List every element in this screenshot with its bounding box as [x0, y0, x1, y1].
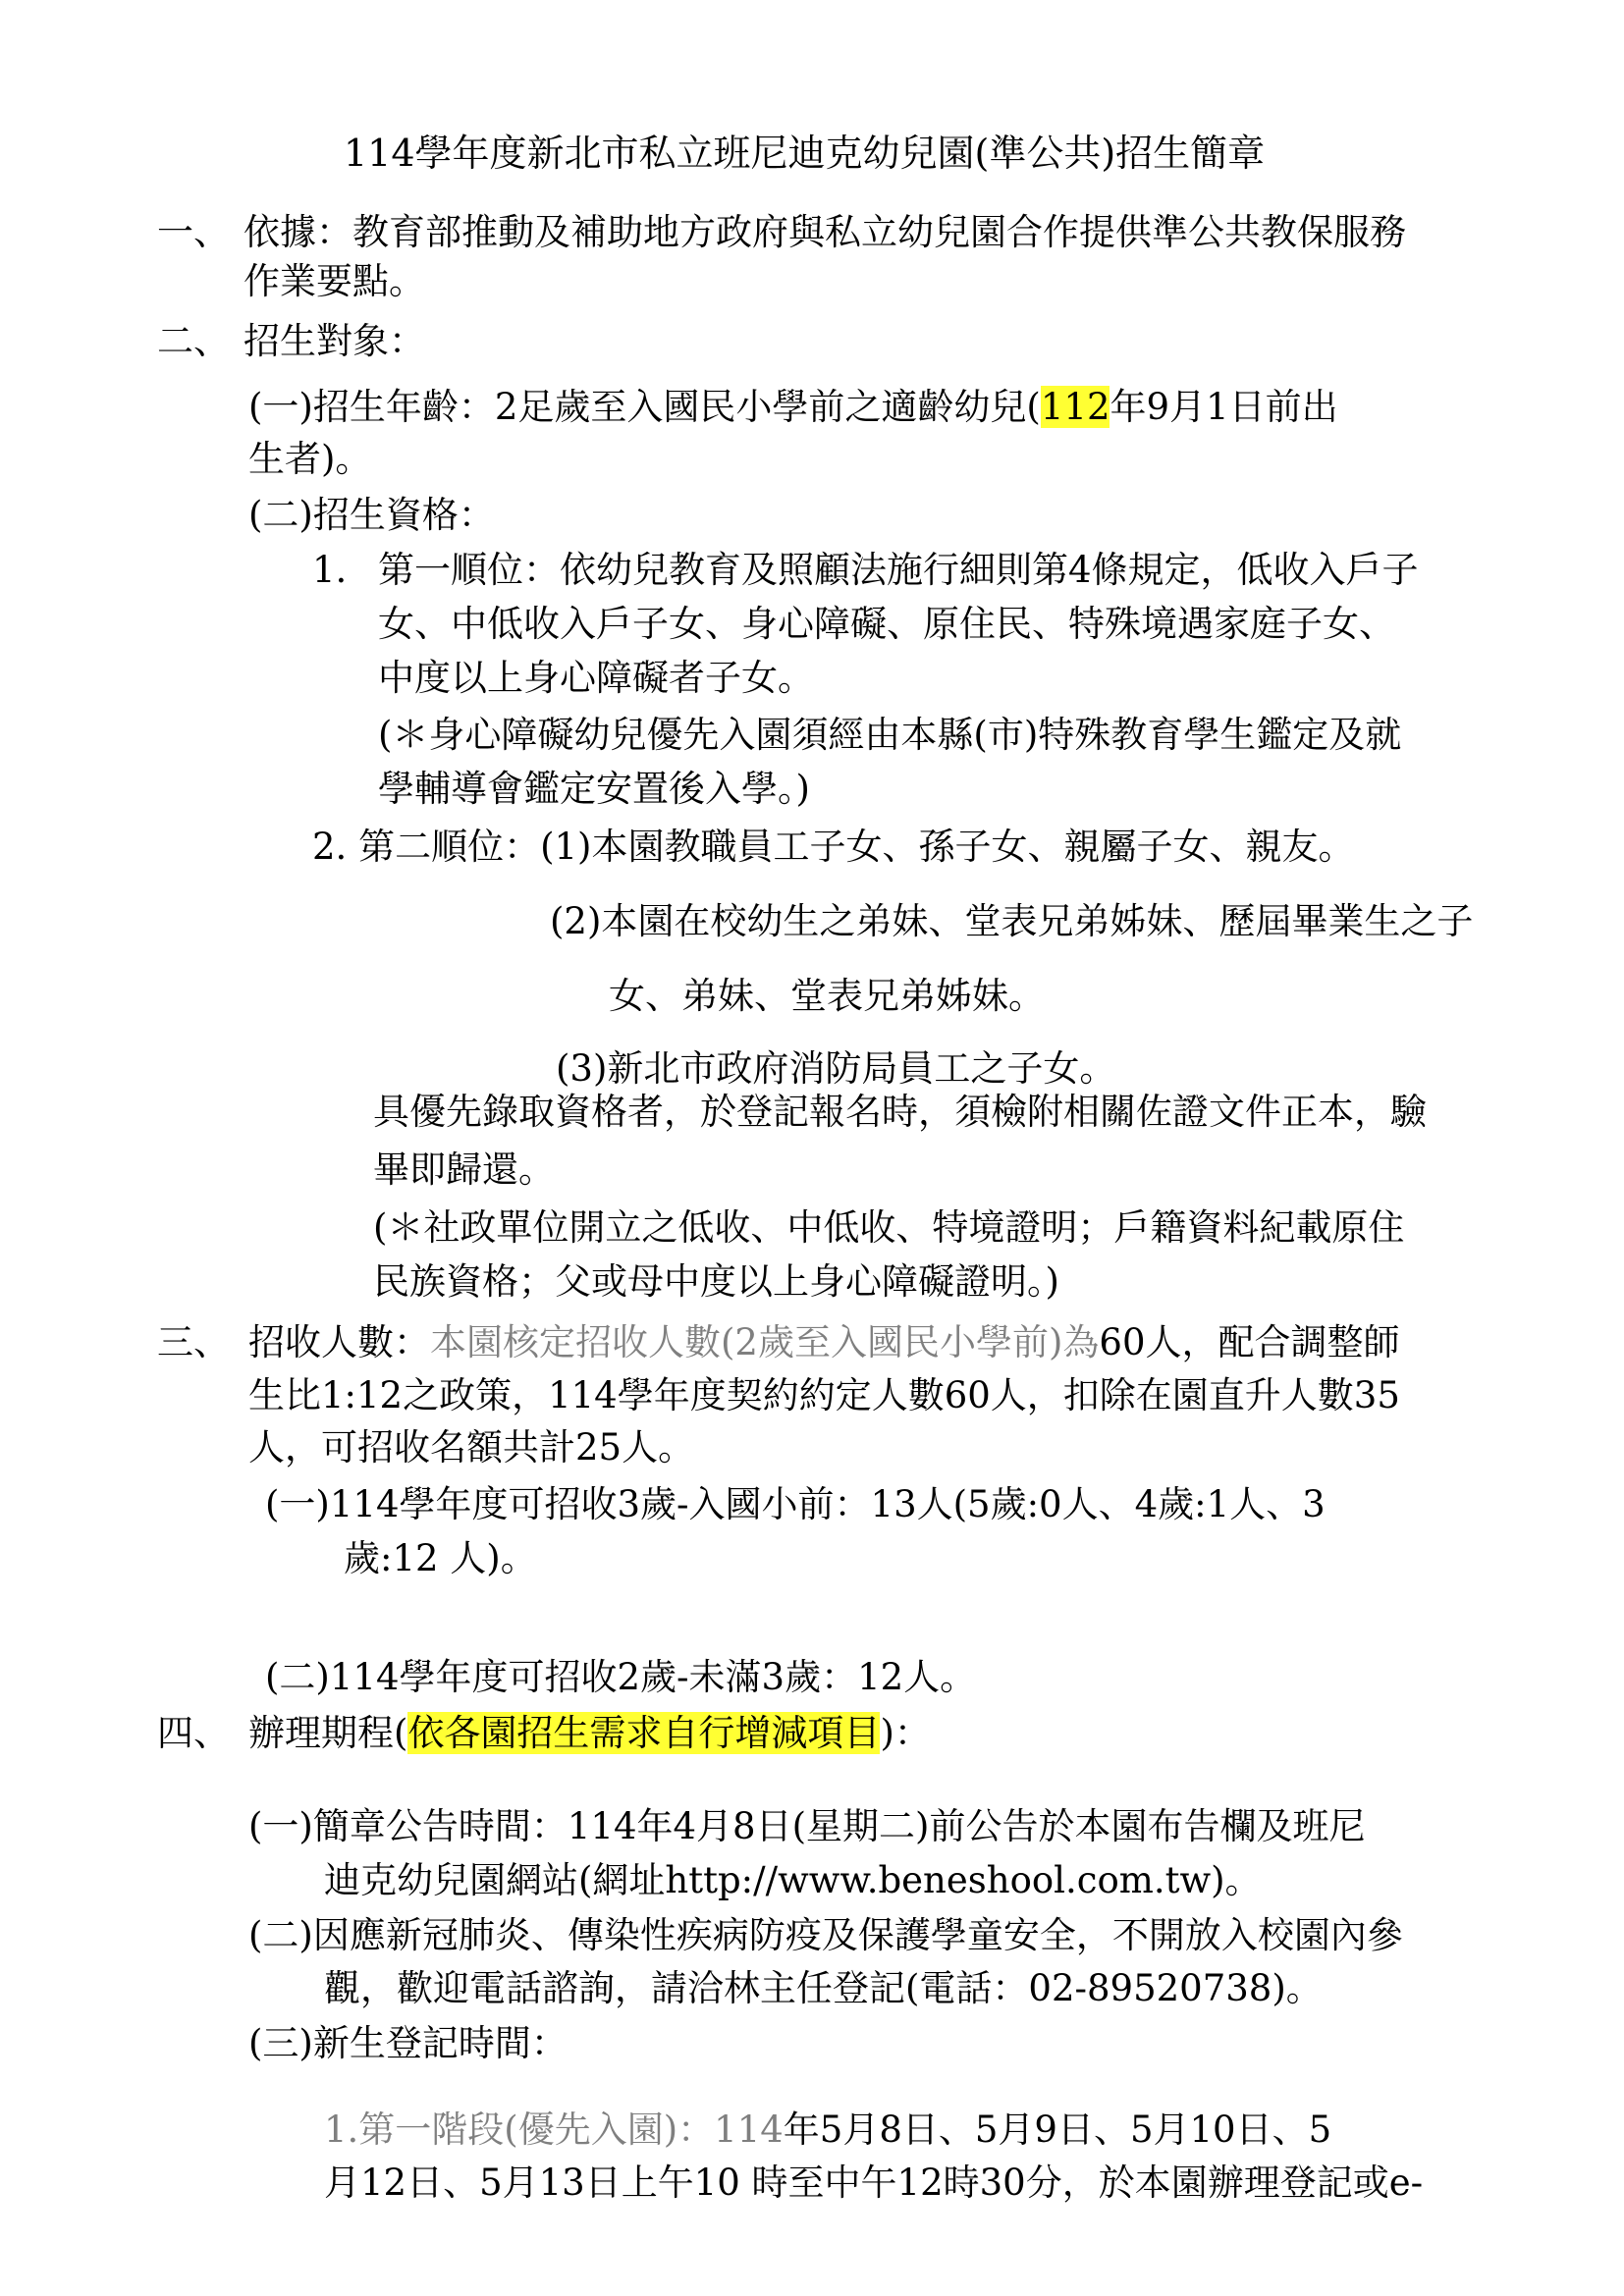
- capacity-line1: [248, 1318, 1400, 1367]
- enrollment-age-line1: [248, 383, 1338, 432]
- enrollment-age-post: 年9月1日前出: [1110, 386, 1338, 428]
- schedule-c1-stage-label: 1.第一階段(優先入園)：114: [324, 2109, 784, 2151]
- priority-1-line1: 第一順位：依幼兒教育及照顧法施行細則第4條規定，低收入戶子: [378, 549, 1419, 591]
- schedule-b-line1: (二)因應新冠肺炎、傳染性疾病防疫及保護學童安全，不開放入校園內參: [248, 1914, 1403, 1956]
- capacity-sub1-line2: 歲:12 人)。: [344, 1537, 537, 1579]
- schedule-a-line2: 迪克幼兒園網站(網址http://www.beneshool.com.tw)。: [324, 1859, 1262, 1901]
- documents-note-line2: 民族資格；父或母中度以上身心障礙證明。): [373, 1260, 1059, 1303]
- section-1-number: 一、: [157, 211, 230, 253]
- priority-1-number: 1.: [312, 549, 348, 591]
- schedule-a-line1: (一)簡章公告時間：114年4月8日(星期二)前公告於本園布告欄及班尼: [248, 1805, 1366, 1847]
- schedule-label: 辦理期程(: [248, 1712, 408, 1754]
- priority-2-line1: 2. 第二順位：(1)本園教職員工子女、孫子女、親屬子女、親友。: [312, 826, 1355, 868]
- schedule-highlight-note: 依各園招生需求自行增減項目: [407, 1712, 881, 1754]
- schedule-heading: [248, 1709, 931, 1758]
- enrollment-age-pre: (一)招生年齡：2足歲至入國民小學前之適齡幼兒(: [248, 386, 1041, 428]
- schedule-c-heading: (三)新生登記時間：: [248, 2022, 568, 2064]
- enrollment-age-year-highlight: 112: [1040, 386, 1110, 428]
- priority-1-note-line2: 學輔導會鑑定安置後入學。): [378, 768, 810, 810]
- schedule-c1-line1: [324, 2106, 1331, 2155]
- schedule-c1-line2: 月12日、5月13日上午10 時至中午12時30分，於本園辦理登記或e-: [324, 2162, 1424, 2204]
- capacity-line1-rest: 60人，配合調整師: [1099, 1321, 1400, 1363]
- capacity-line2: 生比1:12之政策，114學年度契約約定人數60人，扣除在園直升人數35: [248, 1374, 1400, 1416]
- section-1-basis-line2: 作業要點。: [244, 260, 425, 302]
- priority-2-item2-line2: 女、弟妹、堂表兄弟姊妹。: [609, 975, 1045, 1017]
- priority-1-note-line1: (＊身心障礙幼兒優先入園須經由本縣(市)特殊教育學生鑑定及就: [378, 714, 1402, 756]
- capacity-approved-text: 本園核定招收人數(2歲至入國民小學前)為: [430, 1321, 1100, 1363]
- documents-note-line1: (＊社政單位開立之低收、中低收、特境證明；戶籍資料紀載原住: [373, 1206, 1405, 1249]
- schedule-b-line2: 觀，歡迎電話諮詢，請洽林主任登記(電話：02-89520738)。: [324, 1967, 1323, 2009]
- priority-1-line2: 女、中低收入戶子女、身心障礙、原住民、特殊境遇家庭子女、: [378, 603, 1395, 645]
- capacity-sub2: (二)114學年度可招收2歲-未滿3歲：12人。: [265, 1656, 977, 1698]
- section-3-number: 三、: [157, 1321, 230, 1363]
- page-title: 114學年度新北市私立班尼迪克幼兒園(準公共)招生簡章: [344, 132, 1266, 175]
- section-2-heading: 招生對象：: [244, 320, 425, 362]
- priority-2-item2-line1: (2)本園在校幼生之弟妹、堂表兄弟姊妹、歷屆畢業生之子: [550, 900, 1474, 942]
- section-4-number: 四、: [157, 1712, 230, 1754]
- capacity-line3: 人，可招收名額共計25人。: [248, 1426, 695, 1468]
- priority-2-item3: (3)新北市政府消防局員工之子女。: [556, 1047, 1116, 1090]
- documents-line2: 畢即歸還。: [373, 1148, 555, 1191]
- qualification-heading: (二)招生資格：: [248, 494, 495, 536]
- documents-line1: 具優先錄取資格者，於登記報名時，須檢附相關佐證文件正本，驗: [373, 1091, 1427, 1133]
- capacity-sub1-line1: (一)114學年度可招收3歲-入國小前：13人(5歲:0人、4歲:1人、3: [265, 1483, 1326, 1525]
- capacity-label: 招收人數：: [248, 1321, 430, 1363]
- schedule-label-end: )：: [880, 1712, 931, 1754]
- section-1-basis-line1: 依據：教育部推動及補助地方政府與私立幼兒園合作提供準公共教保服務: [244, 211, 1406, 253]
- enrollment-age-line2: 生者)。: [248, 438, 372, 480]
- schedule-c1-dates: 年5月8日、5月9日、5月10日、5: [783, 2109, 1332, 2151]
- section-2-number: 二、: [157, 320, 230, 362]
- priority-1-line3: 中度以上身心障礙者子女。: [378, 657, 814, 699]
